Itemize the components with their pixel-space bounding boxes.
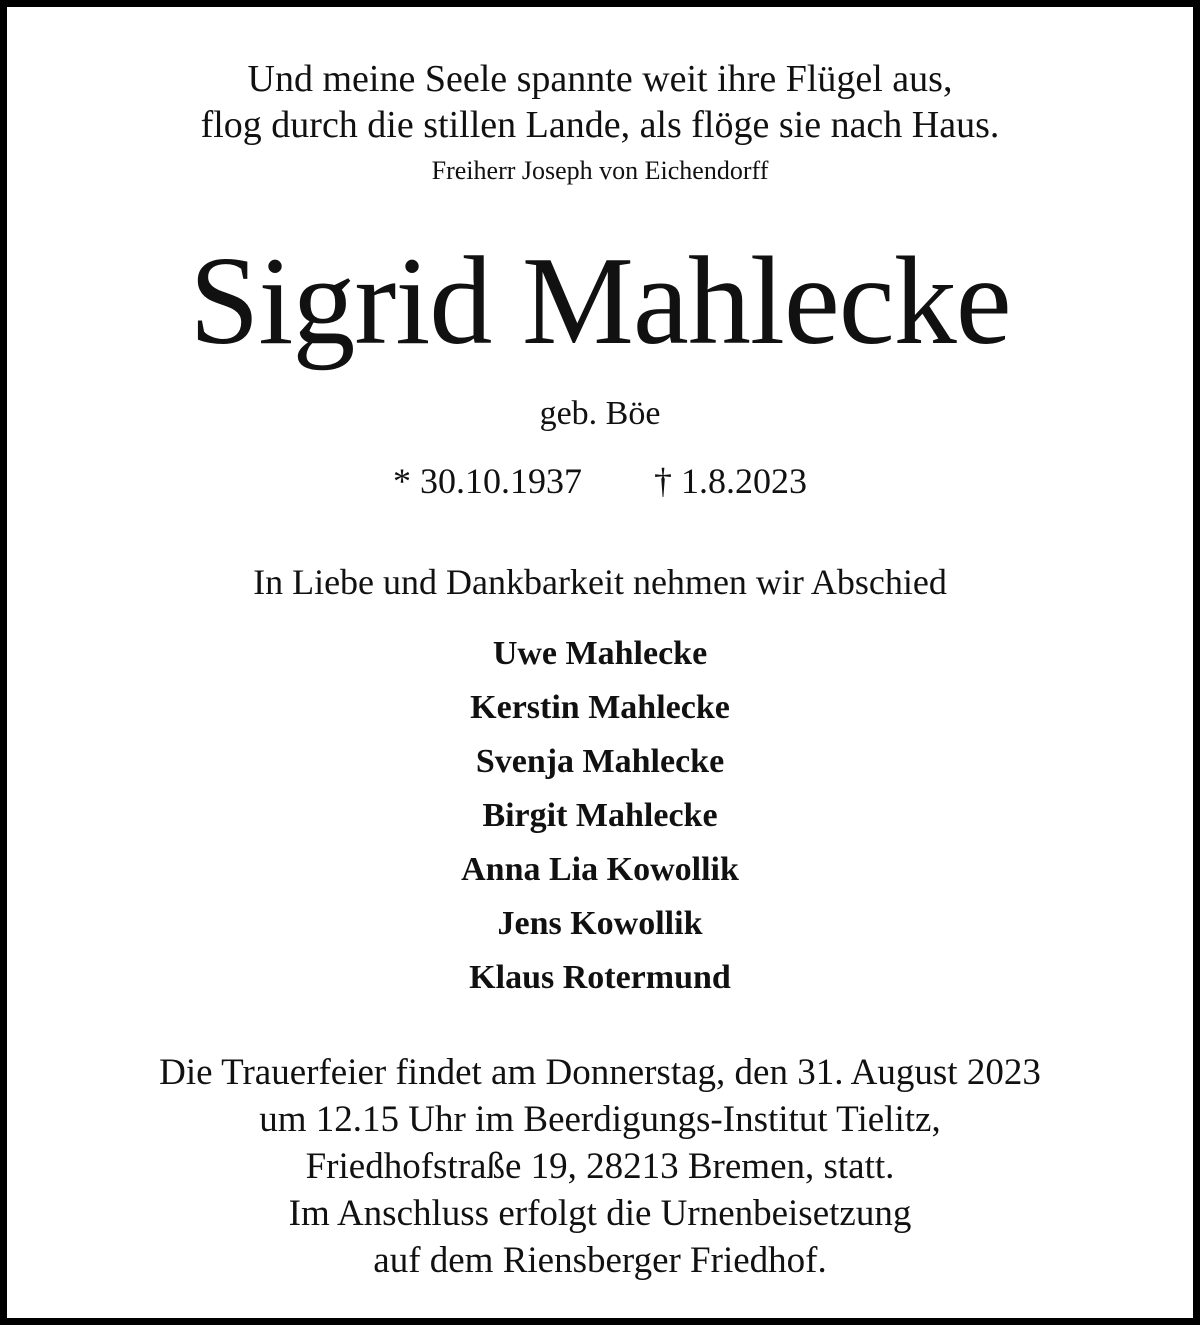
life-dates — [7, 460, 1193, 502]
ceremony-details — [7, 1049, 1193, 1284]
ceremony-line: Die Trauerfeier findet am Donnerstag, den 31. August 2023 — [159, 1052, 1041, 1093]
ceremony-line: auf dem Riensberger Friedhof. — [373, 1240, 827, 1281]
family-member: Jens Kowollik — [497, 905, 703, 942]
family-member: Anna Lia Kowollik — [461, 851, 739, 888]
ceremony-line: Im Anschluss erfolgt die Urnenbeisetzung — [288, 1193, 912, 1234]
death-date: † 1.8.2023 — [654, 461, 807, 501]
family-member: Svenja Mahlecke — [475, 743, 725, 780]
birth-date: * 30.10.1937 — [393, 461, 582, 501]
quote-line-2: flog durch die stillen Lande, als flöge sie nach Haus. — [200, 104, 1000, 146]
deceased-name: Sigrid Mahlecke — [189, 232, 1011, 371]
ceremony-line: Friedhofstraße 19, 28213 Bremen, statt. — [305, 1146, 895, 1187]
family-list — [7, 627, 1193, 1005]
ceremony-line: um 12.15 Uhr im Beerdigungs-Institut Tielitz, — [259, 1099, 941, 1140]
family-member: Klaus Rotermund — [469, 959, 731, 996]
family-member: Uwe Mahlecke — [492, 635, 708, 672]
farewell-intro: In Liebe und Dankbarkeit nehmen wir Abschied — [253, 562, 947, 602]
family-member: Birgit Mahlecke — [482, 797, 718, 834]
quote-author: Freiherr Joseph von Eichendorff — [431, 156, 769, 185]
family-member: Kerstin Mahlecke — [470, 689, 730, 726]
quote-line-1: Und meine Seele spannte weit ihre Flügel aus, — [247, 58, 953, 100]
maiden-name: geb. Böe — [539, 395, 661, 432]
